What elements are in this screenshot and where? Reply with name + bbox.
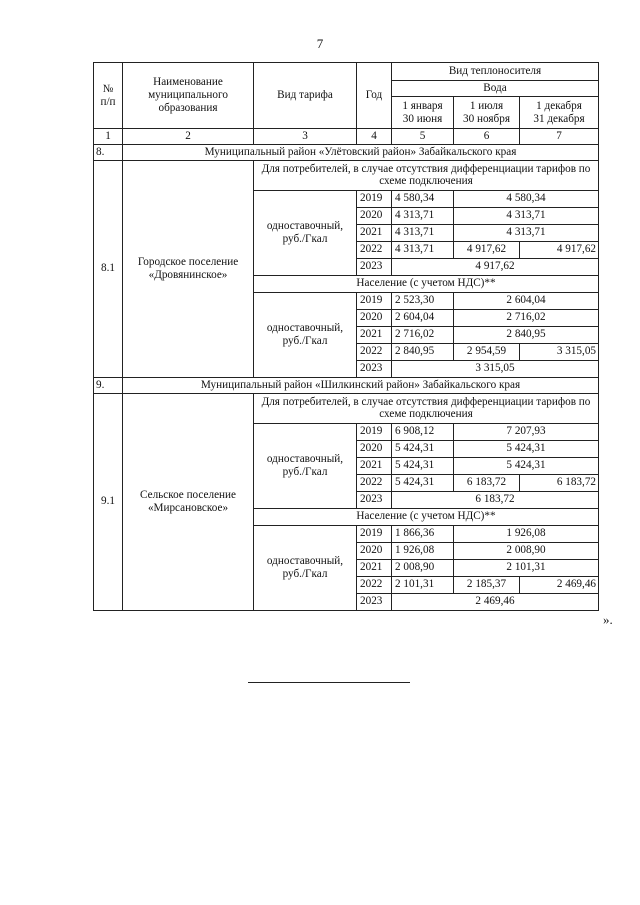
tariff-type: одноставочный, руб./Гкал [254,190,357,275]
year-cell: 2023 [357,593,392,610]
header-period-3: 1 декабря 31 декабря [520,97,599,129]
tariff-value: 4 313,71 [392,207,454,224]
header-period-1: 1 января 30 июня [392,97,454,129]
tariff-value: 2 716,02 [454,309,599,326]
year-cell: 2021 [357,224,392,241]
tariff-value: 4 917,62 [392,258,599,275]
column-number: 2 [123,129,254,145]
year-cell: 2020 [357,542,392,559]
tariff-value: 4 313,71 [392,224,454,241]
tariff-value: 2 469,46 [392,593,599,610]
group-label: Население (с учетом НДС)** [254,508,599,525]
year-cell: 2020 [357,207,392,224]
tariff-type: одноставочный, руб./Гкал [254,525,357,610]
year-cell: 2022 [357,474,392,491]
year-cell: 2021 [357,559,392,576]
group-label: Для потребителей, в случае отсутствия дифференциации тарифов по схеме подключения [254,393,599,423]
tariff-value: 2 523,30 [392,292,454,309]
tariff-value: 2 604,04 [392,309,454,326]
tariff-value: 5 424,31 [454,457,599,474]
tariff-value: 2 604,04 [454,292,599,309]
footer-rule [248,682,410,683]
tariff-value: 6 908,12 [392,423,454,440]
tariff-value: 5 424,31 [392,457,454,474]
year-cell: 2021 [357,326,392,343]
tariff-value: 2 716,02 [392,326,454,343]
tariff-value: 2 469,46 [520,576,599,593]
column-number: 5 [392,129,454,145]
tariff-value: 2 101,31 [454,559,599,576]
closing-quote: ». [603,612,613,627]
tariff-value: 1 866,36 [392,525,454,542]
header-carrier-type: Вид теплоносителя [392,63,599,81]
tariff-value: 4 313,71 [454,224,599,241]
year-cell: 2022 [357,241,392,258]
district-title: Муниципальный район «Шилкинский район» Забайкальского края [123,377,599,393]
district-num: 8. [94,144,123,160]
header-municipality: Наименование муниципального образования [123,63,254,129]
column-number: 6 [454,129,520,145]
tariff-value: 2 008,90 [392,559,454,576]
column-number: 3 [254,129,357,145]
tariff-value: 6 183,72 [454,474,520,491]
tariff-table [93,62,599,611]
year-cell: 2023 [357,360,392,377]
tariff-value: 4 580,34 [392,190,454,207]
tariff-value: 5 424,31 [392,440,454,457]
year-cell: 2019 [357,190,392,207]
page-number: 7 [316,36,324,51]
tariff-value: 2 101,31 [392,576,454,593]
column-number: 1 [94,129,123,145]
year-cell: 2023 [357,258,392,275]
settlement-name: Городское поселение «Дровянинское» [123,160,254,377]
tariff-value: 2 008,90 [454,542,599,559]
settlement-name: Сельское поселение «Мирсановское» [123,393,254,610]
tariff-value: 3 315,05 [520,343,599,360]
column-number: 4 [357,129,392,145]
tariff-value: 5 424,31 [454,440,599,457]
tariff-value: 1 926,08 [392,542,454,559]
group-label: Население (с учетом НДС)** [254,275,599,292]
tariff-value: 4 917,62 [520,241,599,258]
settlement-num: 9.1 [94,393,123,610]
year-cell: 2020 [357,309,392,326]
tariff-value: 7 207,93 [454,423,599,440]
tariff-value: 3 315,05 [392,360,599,377]
year-cell: 2021 [357,457,392,474]
tariff-type: одноставочный, руб./Гкал [254,423,357,508]
header-year: Год [357,63,392,129]
tariff-value: 6 183,72 [520,474,599,491]
year-cell: 2023 [357,491,392,508]
year-cell: 2019 [357,292,392,309]
tariff-value: 6 183,72 [392,491,599,508]
tariff-value: 1 926,08 [454,525,599,542]
header-carrier: Вода [392,81,599,97]
tariff-value: 2 840,95 [454,326,599,343]
district-title: Муниципальный район «Улётовский район» Забайкальского края [123,144,599,160]
column-number: 7 [520,129,599,145]
district-num: 9. [94,377,123,393]
settlement-num: 8.1 [94,160,123,377]
tariff-value: 4 917,62 [454,241,520,258]
tariff-value: 2 954,59 [454,343,520,360]
header-num: № п/п [94,63,123,129]
tariff-value: 4 580,34 [454,190,599,207]
tariff-type: одноставочный, руб./Гкал [254,292,357,377]
year-cell: 2019 [357,423,392,440]
header-period-2: 1 июля 30 ноября [454,97,520,129]
group-label: Для потребителей, в случае отсутствия дифференциации тарифов по схеме подключения [254,160,599,190]
tariff-value: 4 313,71 [454,207,599,224]
year-cell: 2022 [357,576,392,593]
header-tariff-type: Вид тарифа [254,63,357,129]
tariff-value: 2 185,37 [454,576,520,593]
year-cell: 2019 [357,525,392,542]
tariff-value: 4 313,71 [392,241,454,258]
year-cell: 2022 [357,343,392,360]
year-cell: 2020 [357,440,392,457]
tariff-value: 2 840,95 [392,343,454,360]
tariff-value: 5 424,31 [392,474,454,491]
